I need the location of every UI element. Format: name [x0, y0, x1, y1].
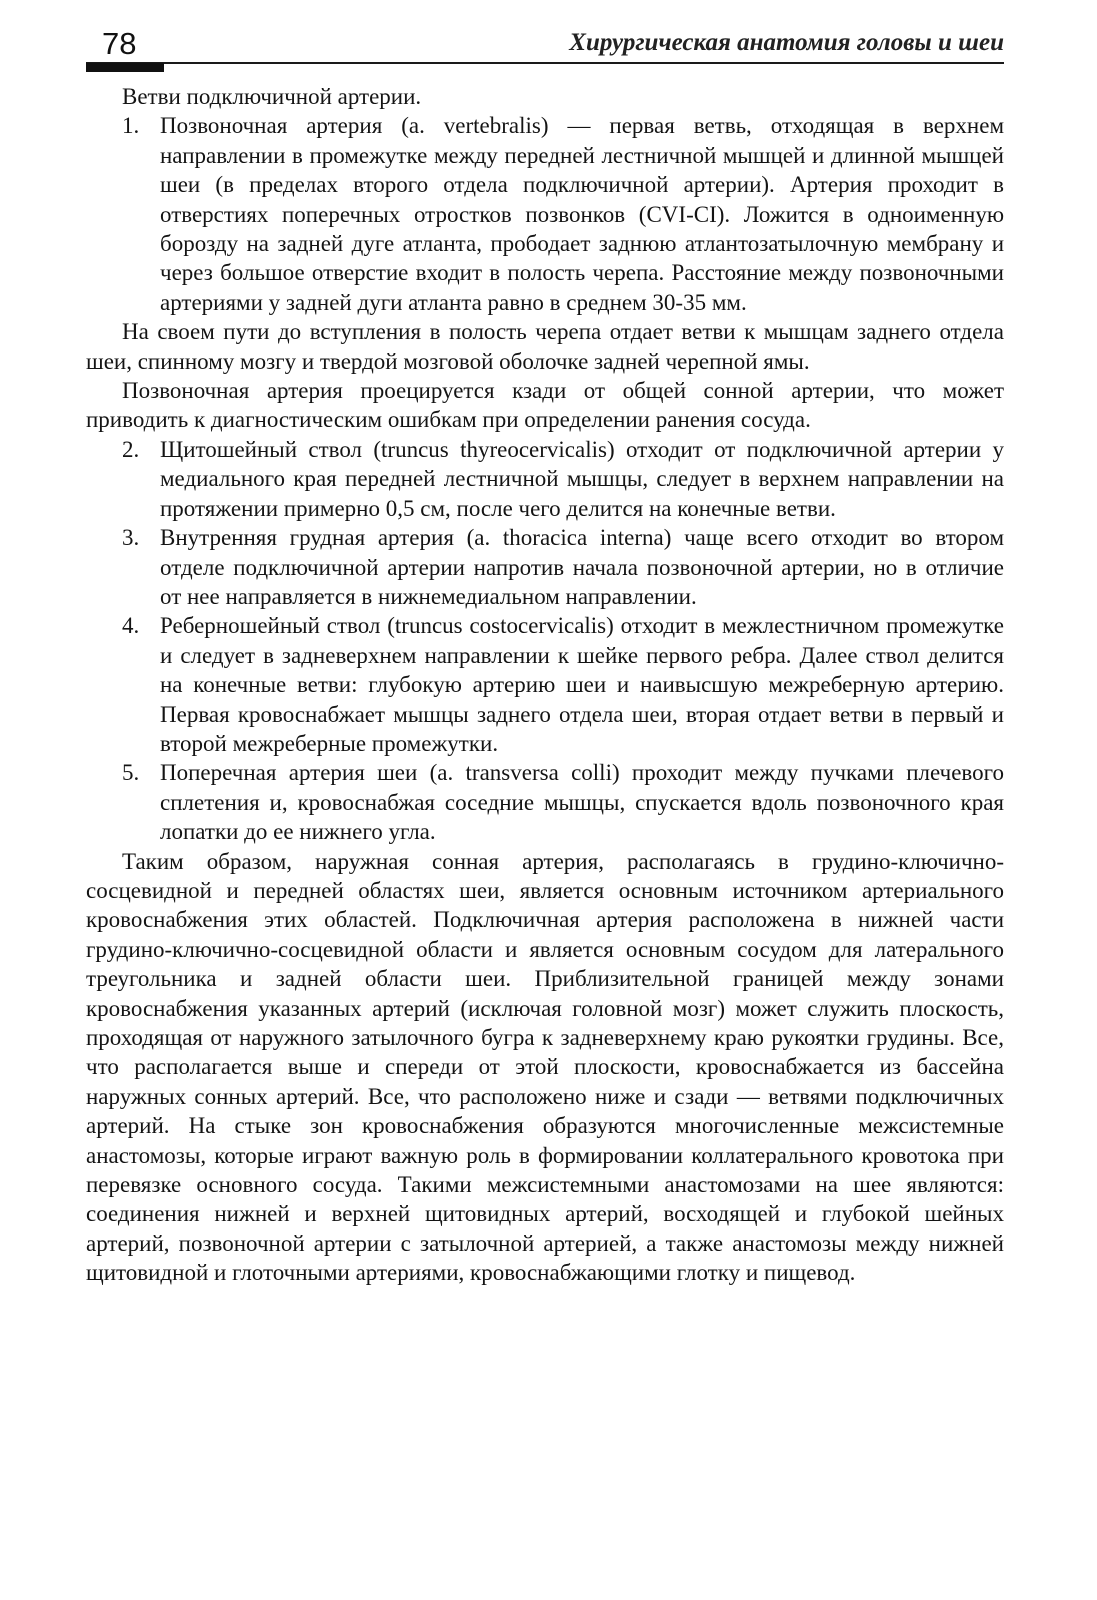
list-item-number: 1. [122, 113, 140, 139]
list-item-number: 2. [122, 436, 140, 462]
list-item-costocervical-trunk [86, 611, 1004, 758]
page-body [86, 82, 1004, 1288]
running-title: Хирургическая анатомия головы и шеи [569, 29, 1004, 56]
list-item-number: 4. [122, 613, 140, 639]
section-heading: Ветви подключичной артерии. [122, 84, 422, 109]
paragraph-summary: Таким образом, наружная сонная артерия, располагаясь в грудино-ключично-сосцевидной и передней областях шеи, является основным источником артериального кровоснабжения этих областей. Подключичная артерия расположена в нижней части грудино-ключично-сосцевидной области и является основным сосудом для латерального треугольника и задней области шеи. Приблизительной границей между зонами кровоснабжения указанных артерий (исключая головной мозг) может служить плоскость, проходящая от наружного затылочного бугра к задневерхнему краю рукоятки грудины. Все, что располагается выше и спереди от этой плоскости, кровоснабжается из бассейна наружных сонных артерий. Все, что расположено ниже и сзади — ветвями подключичных артерий. На стыке зон кровоснабжения образуются многочисленные межсистемные анастомозы, которые играют важную роль в формировании коллатерального кровотока при перевязке основного сосуда. Такими межсистемными анастомозами на шее являются: соединения нижней и верхней щитовидных артерий, восходящей и глубокой шейных артерий, позвоночной артерии с затылочной артерией, а также анастомозы между нижней щитовидной и глоточными артериями, кровоснабжающими глотку и пищевод. [86, 848, 1004, 1286]
list-item-number: 3. [122, 525, 140, 551]
list-item-number: 5. [122, 760, 140, 786]
page-number: 78 [102, 26, 137, 61]
list-item-text: Реберношейный ствол (truncus costocervicalis) отходит в межлестничном промежутке и следует в задневерхнем направлении к шейке первого ребра. Далее ствол делится на конечные ветви: глубокую артерию шеи и наивысшую межреберную артерию. Первая кровоснабжает мышцы заднего отдела шеи, вторая отдает ветви в первый и второй межреберные промежутки. [160, 613, 1004, 756]
list-item-text: Поперечная артерия шеи (a. transversa colli) проходит между пучками плечевого сплетения и, кровоснабжая соседние мышцы, спускается вдоль позвоночного края лопатки до ее нижнего угла. [160, 760, 1004, 845]
list-item-vertebral-artery [86, 111, 1004, 317]
list-item-text: Щитошейный ствол (truncus thyreocervicalis) отходит от подключичной артерии у медиального края передней лестничной мышцы, следует в верхнем направлении на протяжении примерно 0,5 см, после чего делится на конечные ветви. [160, 436, 1004, 521]
paragraph-vertebral-branches: На своем пути до вступления в полость черепа отдает ветви к мышцам заднего отдела шеи, спинному мозгу и твердой мозговой оболочке задней черепной ямы. [86, 319, 1004, 374]
book-page [86, 0, 1004, 1600]
list-item-text: Позвоночная артерия (a. vertebralis) — первая ветвь, отходящая в верхнем направлении в промежутке между передней лестничной мышцей и длинной мышцей шеи (в пределах второго отдела подключичной артерии). Артерия проходит в отверстиях поперечных отростков позвонков (CVI-CI). Ложится в одноименную борозду на задней дуге атланта, прободает заднюю атлантозатылочную мембрану и через большое отверстие входит в полость черепа. Расстояние между позвоночными артериями у задней дуги атланта равно в среднем 30-35 мм. [160, 113, 1004, 315]
list-item-internal-thoracic-artery [86, 523, 1004, 611]
list-item-text: Внутренняя грудная артерия (a. thoracica interna) чаще всего отходит во втором отделе подключичной артерии напротив начала позвоночной артерии, но в отличие от нее направляется в нижнемедиальном направлении. [160, 525, 1004, 609]
header-rule-block [86, 63, 164, 72]
list-item-thyrocervical-trunk [86, 435, 1004, 523]
list-item-transverse-cervical-artery [86, 758, 1004, 846]
paragraph-vertebral-projection: Позвоночная артерия проецируется кзади от общей сонной артерии, что может приводить к диагностическим ошибкам при определении ранения сосуда. [86, 378, 1004, 433]
header-rule [86, 62, 1004, 64]
page-header [86, 20, 1004, 72]
